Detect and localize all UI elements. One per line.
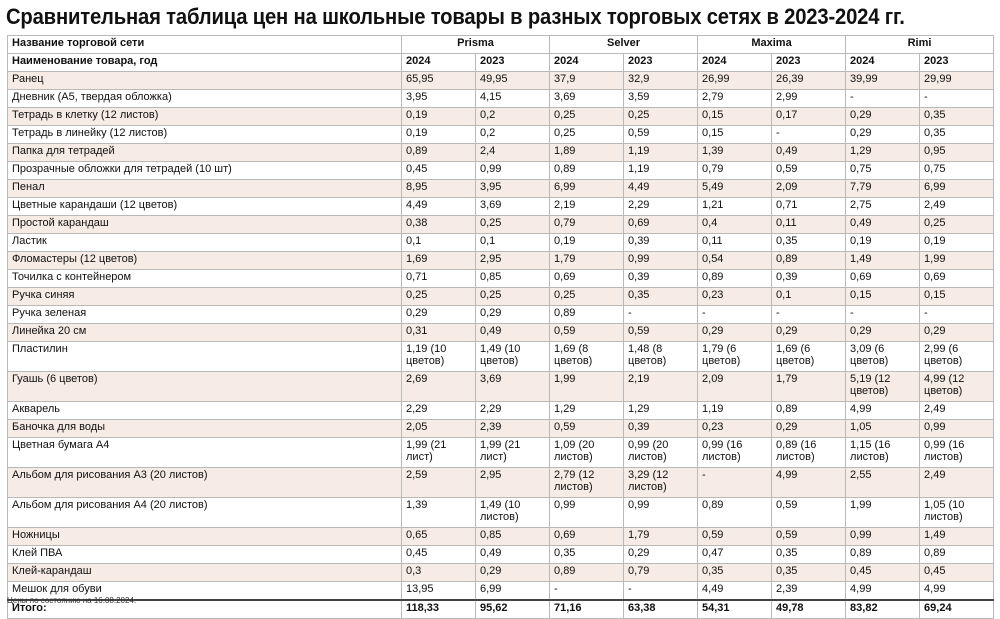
price-cell: 0,99	[624, 252, 698, 270]
product-name: Ручка синяя	[8, 288, 402, 306]
price-cell: 0,95	[920, 144, 994, 162]
price-cell: 0,45	[846, 564, 920, 582]
product-name: Точилка с контейнером	[8, 270, 402, 288]
price-cell: 0,99	[846, 528, 920, 546]
product-name: Фломастеры (12 цветов)	[8, 252, 402, 270]
price-cell: 2,95	[476, 468, 550, 498]
year-header: 2024	[550, 54, 624, 72]
price-cell: 0,29	[846, 126, 920, 144]
price-cell: 0,59	[624, 324, 698, 342]
network-rimi: Rimi	[846, 36, 994, 54]
price-cell: 0,49	[476, 324, 550, 342]
table-row	[8, 234, 994, 252]
total-value: 95,62	[476, 600, 550, 619]
product-name: Ластик	[8, 234, 402, 252]
price-cell: 0,2	[476, 126, 550, 144]
network-prisma: Prisma	[402, 36, 550, 54]
price-cell: 3,95	[402, 90, 476, 108]
price-cell: 0,29	[698, 324, 772, 342]
price-cell: 0,89	[550, 162, 624, 180]
price-cell: -	[920, 90, 994, 108]
table-row	[8, 564, 994, 582]
product-name: Папка для тетрадей	[8, 144, 402, 162]
price-cell: 2,79	[698, 90, 772, 108]
product-name: Тетрадь в линейку (12 листов)	[8, 126, 402, 144]
price-cell: 26,99	[698, 72, 772, 90]
price-cell: 1,05	[846, 420, 920, 438]
price-cell: 0,29	[772, 420, 846, 438]
price-cell: 8,95	[402, 180, 476, 198]
table-row	[8, 306, 994, 324]
price-cell: 37,9	[550, 72, 624, 90]
network-label: Название торговой сети	[8, 36, 402, 54]
price-cell: 0,25	[550, 108, 624, 126]
price-cell: 0,1	[402, 234, 476, 252]
price-cell: 2,05	[402, 420, 476, 438]
price-cell: 13,95	[402, 582, 476, 601]
year-header: 2023	[772, 54, 846, 72]
price-cell: 2,75	[846, 198, 920, 216]
price-cell: 0,75	[846, 162, 920, 180]
price-cell: 0,39	[772, 270, 846, 288]
price-cell: 0,23	[698, 420, 772, 438]
price-cell: 0,59	[772, 162, 846, 180]
price-cell: 0,1	[476, 234, 550, 252]
price-cell: 2,19	[550, 198, 624, 216]
price-cell: 0,49	[846, 216, 920, 234]
price-cell: 0,85	[476, 270, 550, 288]
table-row	[8, 90, 994, 108]
price-cell: 0,69	[550, 270, 624, 288]
price-cell: 4,99	[920, 582, 994, 601]
price-cell: 29,99	[920, 72, 994, 90]
table-row	[8, 402, 994, 420]
price-cell: 32,9	[624, 72, 698, 90]
price-cell: 1,79	[624, 528, 698, 546]
price-cell: -	[846, 306, 920, 324]
price-cell: 1,19	[698, 402, 772, 420]
total-label: Итого:	[8, 600, 402, 619]
year-header: 2023	[920, 54, 994, 72]
price-cell: 0,25	[476, 288, 550, 306]
table-row	[8, 498, 994, 528]
price-cell: 3,59	[624, 90, 698, 108]
price-cell: 6,99	[920, 180, 994, 198]
price-cell: -	[772, 306, 846, 324]
price-cell: 2,69	[402, 372, 476, 402]
price-cell: 0,15	[920, 288, 994, 306]
price-cell: 5,19 (12 цветов)	[846, 372, 920, 402]
price-cell: 0,89	[698, 498, 772, 528]
price-cell: 1,29	[624, 402, 698, 420]
price-cell: 1,99 (21 лист)	[402, 438, 476, 468]
price-cell: 0,89	[550, 564, 624, 582]
price-cell: 0,11	[698, 234, 772, 252]
price-cell: 0,71	[402, 270, 476, 288]
price-cell: 0,19	[920, 234, 994, 252]
table-row	[8, 420, 994, 438]
price-cell: 0,79	[550, 216, 624, 234]
price-cell: 1,49	[920, 528, 994, 546]
price-cell: 3,29 (12 листов)	[624, 468, 698, 498]
price-cell: 1,19	[624, 162, 698, 180]
price-cell: -	[698, 306, 772, 324]
product-name: Линейка 20 см	[8, 324, 402, 342]
price-cell: 1,99	[550, 372, 624, 402]
table-row	[8, 528, 994, 546]
product-name: Мешок для обуви	[8, 582, 402, 601]
price-cell: 0,89	[402, 144, 476, 162]
price-cell: 3,69	[476, 372, 550, 402]
price-cell: 0,45	[402, 162, 476, 180]
price-cell: 2,29	[624, 198, 698, 216]
price-cell: 0,49	[772, 144, 846, 162]
price-cell: 0,35	[772, 564, 846, 582]
price-cell: 2,99 (6 цветов)	[920, 342, 994, 372]
price-cell: 0,23	[698, 288, 772, 306]
price-cell: 0,11	[772, 216, 846, 234]
price-cell: 1,49 (10 цветов)	[476, 342, 550, 372]
table-row	[8, 342, 994, 372]
price-cell: 1,99 (21 лист)	[476, 438, 550, 468]
price-cell: 4,99 (12 цветов)	[920, 372, 994, 402]
price-cell: 0,39	[624, 270, 698, 288]
price-cell: 0,2	[476, 108, 550, 126]
year-header: 2023	[624, 54, 698, 72]
price-cell: 0,59	[772, 498, 846, 528]
price-cell: 0,35	[772, 234, 846, 252]
price-cell: 2,19	[624, 372, 698, 402]
price-cell: 0,25	[402, 288, 476, 306]
price-cell: 2,39	[476, 420, 550, 438]
product-name: Ранец	[8, 72, 402, 90]
price-cell: 0,39	[624, 234, 698, 252]
price-cell: 0,25	[476, 216, 550, 234]
price-cell: 0,15	[846, 288, 920, 306]
price-cell: 0,15	[698, 108, 772, 126]
price-cell: 0,29	[476, 306, 550, 324]
price-cell: 0,19	[846, 234, 920, 252]
price-cell: 0,89	[920, 546, 994, 564]
price-cell: -	[920, 306, 994, 324]
product-name: Баночка для воды	[8, 420, 402, 438]
price-cell: 2,99	[772, 90, 846, 108]
price-cell: 1,99	[920, 252, 994, 270]
page-title: Сравнительная таблица цен на школьные товары в разных торговых сетях в 2023-2024 гг.	[6, 4, 905, 29]
price-cell: 1,05 (10 листов)	[920, 498, 994, 528]
price-cell: 1,48 (8 цветов)	[624, 342, 698, 372]
price-cell: 0,17	[772, 108, 846, 126]
price-cell: 1,69 (8 цветов)	[550, 342, 624, 372]
price-cell: 0,99	[624, 498, 698, 528]
price-cell: 1,69 (6 цветов)	[772, 342, 846, 372]
table-row	[8, 180, 994, 198]
price-cell: 4,49	[402, 198, 476, 216]
price-cell: 1,99	[846, 498, 920, 528]
price-cell: 0,1	[772, 288, 846, 306]
price-cell: 1,19 (10 цветов)	[402, 342, 476, 372]
network-selver: Selver	[550, 36, 698, 54]
price-cell: 0,19	[550, 234, 624, 252]
price-cell: 0,79	[698, 162, 772, 180]
price-cell: 0,39	[624, 420, 698, 438]
price-cell: 0,4	[698, 216, 772, 234]
price-cell: 0,54	[698, 252, 772, 270]
price-cell: 0,45	[920, 564, 994, 582]
price-cell: 2,49	[920, 468, 994, 498]
table-row	[8, 468, 994, 498]
price-cell: 0,59	[550, 324, 624, 342]
price-cell: 0,99	[476, 162, 550, 180]
price-cell: 1,49 (10 листов)	[476, 498, 550, 528]
table-row	[8, 546, 994, 564]
price-cell: 1,29	[550, 402, 624, 420]
product-name: Цветная бумага А4	[8, 438, 402, 468]
price-cell: 65,95	[402, 72, 476, 90]
price-cell: 2,09	[772, 180, 846, 198]
price-cell: 1,79	[550, 252, 624, 270]
price-cell: 0,89	[846, 546, 920, 564]
table-row	[8, 72, 994, 90]
product-name: Ручка зеленая	[8, 306, 402, 324]
price-cell: 4,99	[846, 582, 920, 601]
price-cell: 0,49	[476, 546, 550, 564]
table-row	[8, 216, 994, 234]
price-cell: 0,38	[402, 216, 476, 234]
price-cell: 0,89	[550, 306, 624, 324]
price-cell: 0,25	[550, 126, 624, 144]
price-cell: 3,69	[550, 90, 624, 108]
product-name: Пластилин	[8, 342, 402, 372]
price-cell: 0,35	[920, 108, 994, 126]
table-row	[8, 126, 994, 144]
table-row	[8, 198, 994, 216]
price-table	[7, 35, 994, 619]
price-cell: 0,3	[402, 564, 476, 582]
price-cell: 39,99	[846, 72, 920, 90]
total-value: 63,38	[624, 600, 698, 619]
price-cell: 0,29	[402, 306, 476, 324]
product-name: Тетрадь в клетку (12 листов)	[8, 108, 402, 126]
year-header: 2024	[402, 54, 476, 72]
price-cell: 3,69	[476, 198, 550, 216]
price-cell: 0,59	[698, 528, 772, 546]
table-row	[8, 372, 994, 402]
price-cell: 2,79 (12 листов)	[550, 468, 624, 498]
price-cell: 0,25	[920, 216, 994, 234]
price-cell: -	[772, 126, 846, 144]
table-row	[8, 144, 994, 162]
price-cell: -	[698, 468, 772, 498]
price-cell: 0,89	[698, 270, 772, 288]
product-name: Акварель	[8, 402, 402, 420]
price-cell: 4,15	[476, 90, 550, 108]
price-cell: 0,69	[920, 270, 994, 288]
price-cell: 0,59	[550, 420, 624, 438]
price-date-note: Цены по состоянию на 16.08.2024.	[7, 596, 137, 605]
price-cell: 0,35	[624, 288, 698, 306]
price-cell: 0,75	[920, 162, 994, 180]
price-cell: 1,69	[402, 252, 476, 270]
product-name: Клей ПВА	[8, 546, 402, 564]
product-name: Простой карандаш	[8, 216, 402, 234]
total-value: 69,24	[920, 600, 994, 619]
product-name: Цветные карандаши (12 цветов)	[8, 198, 402, 216]
price-cell: 0,25	[624, 108, 698, 126]
price-cell: 1,21	[698, 198, 772, 216]
price-cell: 0,19	[402, 108, 476, 126]
price-cell: 26,39	[772, 72, 846, 90]
price-cell: 2,59	[402, 468, 476, 498]
price-cell: -	[846, 90, 920, 108]
price-cell: 0,69	[846, 270, 920, 288]
price-cell: 1,79 (6 цветов)	[698, 342, 772, 372]
product-name: Альбом для рисования А4 (20 листов)	[8, 498, 402, 528]
product-name: Ножницы	[8, 528, 402, 546]
price-cell: -	[624, 306, 698, 324]
price-cell: 49,95	[476, 72, 550, 90]
price-cell: 0,29	[846, 324, 920, 342]
total-value: 49,78	[772, 600, 846, 619]
product-name: Пенал	[8, 180, 402, 198]
product-name: Прозрачные обложки для тетрадей (10 шт)	[8, 162, 402, 180]
price-cell: 0,31	[402, 324, 476, 342]
price-cell: 2,29	[476, 402, 550, 420]
price-cell: 0,69	[624, 216, 698, 234]
price-cell: 4,49	[624, 180, 698, 198]
product-name: Дневник (А5, твердая обложка)	[8, 90, 402, 108]
price-cell: 0,29	[846, 108, 920, 126]
price-cell: 7,79	[846, 180, 920, 198]
price-cell: 0,15	[698, 126, 772, 144]
price-cell: 0,29	[476, 564, 550, 582]
table-row	[8, 108, 994, 126]
price-cell: -	[624, 582, 698, 601]
price-cell: 0,35	[920, 126, 994, 144]
price-cell: 0,29	[920, 324, 994, 342]
price-cell: 1,29	[846, 144, 920, 162]
total-row	[8, 600, 994, 619]
table-row	[8, 438, 994, 468]
price-cell: 0,59	[624, 126, 698, 144]
year-header: 2023	[476, 54, 550, 72]
table-row	[8, 270, 994, 288]
price-cell: 0,35	[772, 546, 846, 564]
price-cell: 3,95	[476, 180, 550, 198]
price-cell: 2,29	[402, 402, 476, 420]
product-name: Гуашь (6 цветов)	[8, 372, 402, 402]
price-cell: 3,09 (6 цветов)	[846, 342, 920, 372]
price-cell: 0,19	[402, 126, 476, 144]
price-cell: 0,99 (16 листов)	[920, 438, 994, 468]
table-row	[8, 288, 994, 306]
price-cell: 0,35	[550, 546, 624, 564]
price-cell: 0,69	[550, 528, 624, 546]
price-cell: 0,99 (20 листов)	[624, 438, 698, 468]
price-cell: 0,89 (16 листов)	[772, 438, 846, 468]
product-name: Альбом для рисования А3 (20 листов)	[8, 468, 402, 498]
total-value: 54,31	[698, 600, 772, 619]
price-cell: 0,71	[772, 198, 846, 216]
price-cell: 0,29	[772, 324, 846, 342]
price-cell: -	[550, 582, 624, 601]
price-cell: 1,15 (16 листов)	[846, 438, 920, 468]
price-cell: 0,85	[476, 528, 550, 546]
price-cell: 4,99	[772, 468, 846, 498]
year-header: 2024	[698, 54, 772, 72]
total-value: 118,33	[402, 600, 476, 619]
price-cell: 0,29	[624, 546, 698, 564]
price-cell: 2,4	[476, 144, 550, 162]
price-cell: 0,47	[698, 546, 772, 564]
table-row	[8, 582, 994, 601]
price-cell: 2,49	[920, 198, 994, 216]
price-cell: 6,99	[476, 582, 550, 601]
table-row	[8, 162, 994, 180]
price-cell: 2,49	[920, 402, 994, 420]
price-cell: 1,09 (20 листов)	[550, 438, 624, 468]
price-cell: 2,09	[698, 372, 772, 402]
network-maxima: Maxima	[698, 36, 846, 54]
price-cell: 0,79	[624, 564, 698, 582]
price-cell: 1,39	[402, 498, 476, 528]
product-label: Наименование товара, год	[8, 54, 402, 72]
price-cell: 0,99 (16 листов)	[698, 438, 772, 468]
price-cell: 4,99	[846, 402, 920, 420]
price-cell: 2,95	[476, 252, 550, 270]
price-cell: 2,39	[772, 582, 846, 601]
price-cell: 5,49	[698, 180, 772, 198]
price-cell: 0,89	[772, 252, 846, 270]
price-cell: 0,89	[772, 402, 846, 420]
price-cell: 4,49	[698, 582, 772, 601]
price-cell: 1,89	[550, 144, 624, 162]
total-value: 71,16	[550, 600, 624, 619]
price-cell: 1,79	[772, 372, 846, 402]
price-cell: 1,39	[698, 144, 772, 162]
price-cell: 1,49	[846, 252, 920, 270]
price-cell: 0,99	[550, 498, 624, 528]
price-cell: 6,99	[550, 180, 624, 198]
product-name: Клей-карандаш	[8, 564, 402, 582]
price-cell: 0,99	[920, 420, 994, 438]
price-cell: 1,19	[624, 144, 698, 162]
table-row	[8, 252, 994, 270]
total-value: 83,82	[846, 600, 920, 619]
price-cell: 2,55	[846, 468, 920, 498]
price-cell: 0,65	[402, 528, 476, 546]
price-cell: 0,35	[698, 564, 772, 582]
price-cell: 0,45	[402, 546, 476, 564]
price-cell: 0,59	[772, 528, 846, 546]
price-cell: 0,25	[550, 288, 624, 306]
table-row	[8, 324, 994, 342]
year-header: 2024	[846, 54, 920, 72]
